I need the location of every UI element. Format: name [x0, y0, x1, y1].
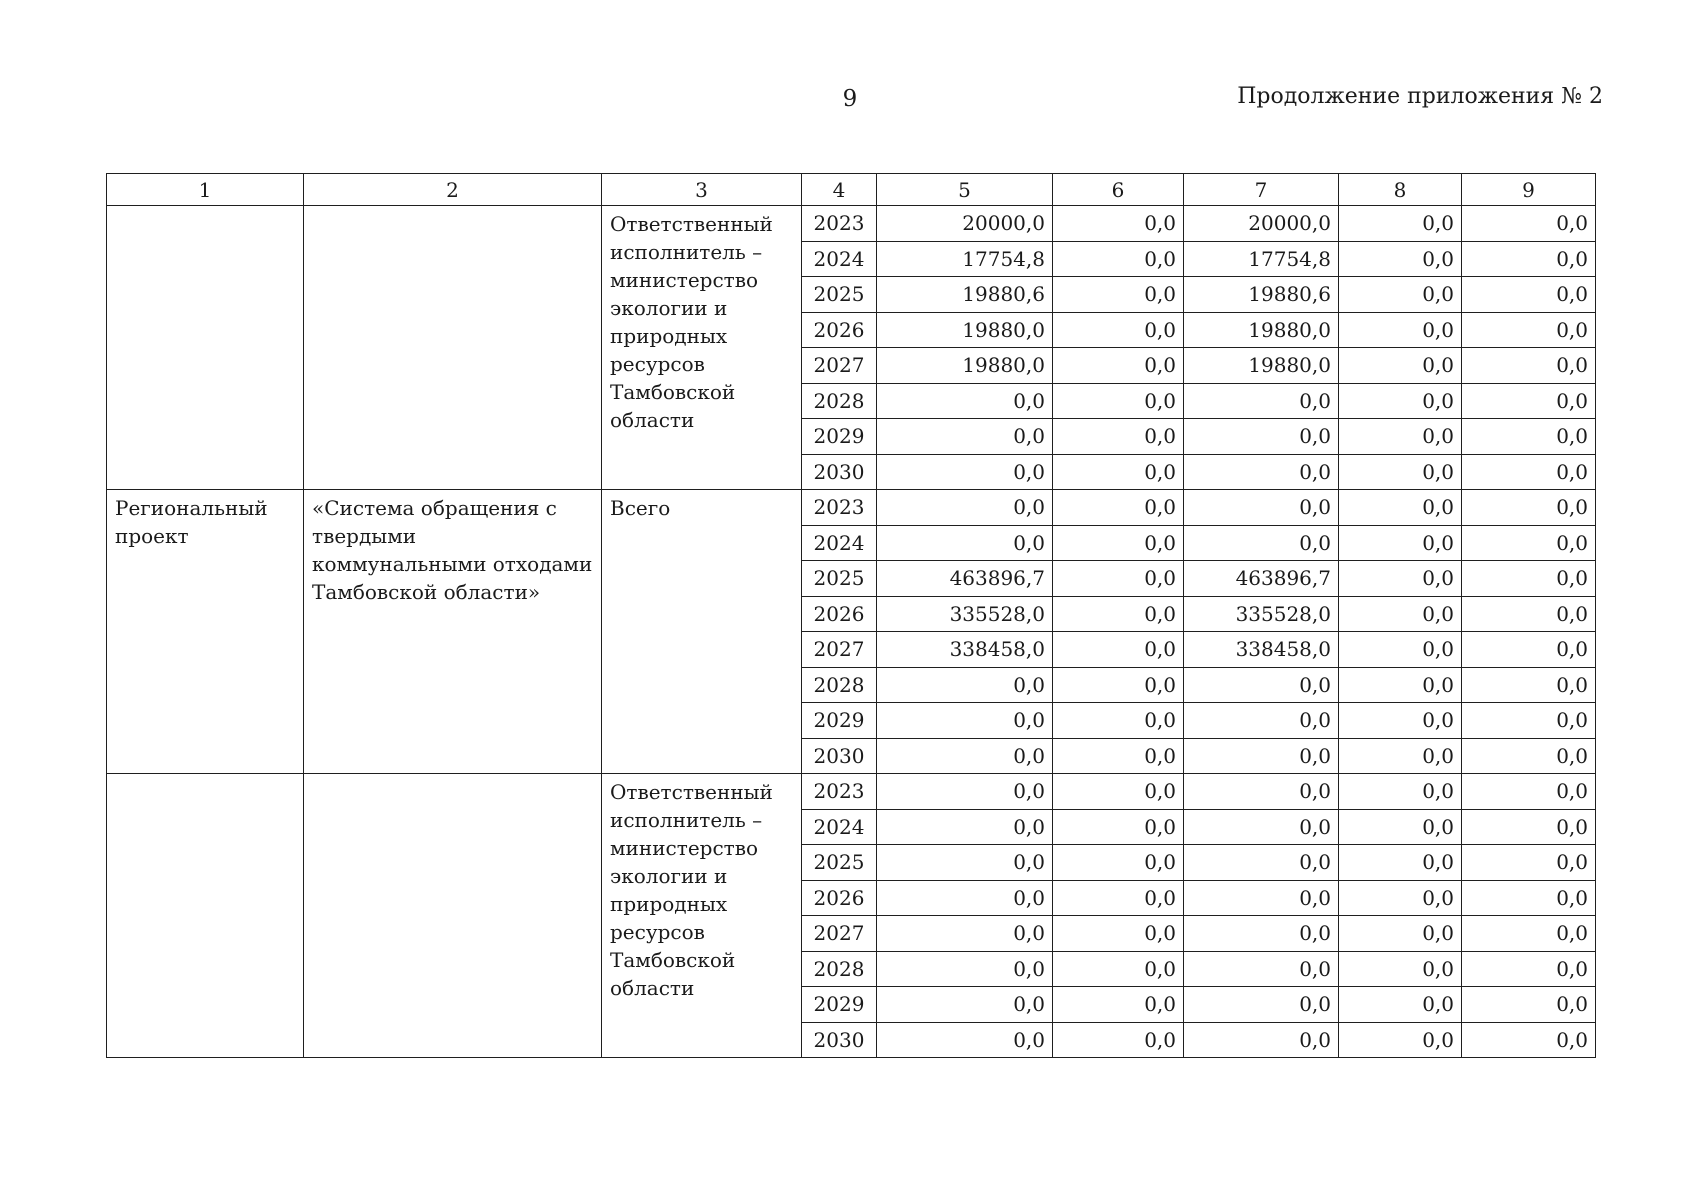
value-cell-col7: 19880,0 [1184, 348, 1339, 384]
table-row [107, 206, 1596, 242]
value-cell-col6: 0,0 [1053, 809, 1184, 845]
value-cell-col8: 0,0 [1339, 774, 1462, 810]
year-cell: 2029 [802, 419, 877, 455]
value-cell-col5: 19880,6 [877, 277, 1053, 313]
value-cell-col5: 0,0 [877, 703, 1053, 739]
value-cell-col7: 17754,8 [1184, 241, 1339, 277]
value-cell-col8: 0,0 [1339, 738, 1462, 774]
value-cell-col9: 0,0 [1462, 596, 1596, 632]
column-header-9: 9 [1462, 174, 1596, 206]
value-cell-col8: 0,0 [1339, 241, 1462, 277]
year-cell: 2024 [802, 241, 877, 277]
value-cell-col6: 0,0 [1053, 383, 1184, 419]
value-cell-col9: 0,0 [1462, 809, 1596, 845]
value-cell-col9: 0,0 [1462, 632, 1596, 668]
year-cell: 2030 [802, 738, 877, 774]
value-cell-col9: 0,0 [1462, 1022, 1596, 1058]
value-cell-col9: 0,0 [1462, 951, 1596, 987]
year-cell: 2024 [802, 525, 877, 561]
year-cell: 2026 [802, 596, 877, 632]
value-cell-col9: 0,0 [1462, 987, 1596, 1023]
value-cell-col8: 0,0 [1339, 277, 1462, 313]
value-cell-col7: 0,0 [1184, 987, 1339, 1023]
value-cell-col8: 0,0 [1339, 632, 1462, 668]
value-cell-col5: 0,0 [877, 490, 1053, 526]
value-cell-col8: 0,0 [1339, 206, 1462, 242]
value-cell-col7: 0,0 [1184, 1022, 1339, 1058]
value-cell-col7: 0,0 [1184, 383, 1339, 419]
value-cell-col5: 0,0 [877, 1022, 1053, 1058]
value-cell-col7: 0,0 [1184, 738, 1339, 774]
value-cell-col8: 0,0 [1339, 987, 1462, 1023]
value-cell-col7: 0,0 [1184, 809, 1339, 845]
value-cell-col5: 0,0 [877, 454, 1053, 490]
column-header-8: 8 [1339, 174, 1462, 206]
value-cell-col6: 0,0 [1053, 880, 1184, 916]
value-cell-col8: 0,0 [1339, 809, 1462, 845]
year-cell: 2028 [802, 667, 877, 703]
column-header-5: 5 [877, 174, 1053, 206]
column-header-4: 4 [802, 174, 877, 206]
project-name-cell: «Система обращения с твердыми коммунальными отходами Тамбовской области» [304, 490, 602, 774]
value-cell-col6: 0,0 [1053, 951, 1184, 987]
project-name-cell [304, 774, 602, 1058]
funding-source-cell: Всего [602, 490, 802, 774]
value-cell-col9: 0,0 [1462, 419, 1596, 455]
value-cell-col6: 0,0 [1053, 312, 1184, 348]
value-cell-col6: 0,0 [1053, 561, 1184, 597]
value-cell-col8: 0,0 [1339, 703, 1462, 739]
value-cell-col5: 0,0 [877, 845, 1053, 881]
value-cell-col9: 0,0 [1462, 845, 1596, 881]
value-cell-col5: 0,0 [877, 667, 1053, 703]
value-cell-col6: 0,0 [1053, 348, 1184, 384]
value-cell-col5: 335528,0 [877, 596, 1053, 632]
year-cell: 2023 [802, 206, 877, 242]
funding-source-cell: Ответственный исполнитель – министерство экологии и природных ресурсов Тамбовской области [602, 774, 802, 1058]
column-header-3: 3 [602, 174, 802, 206]
section-type-cell [107, 206, 304, 490]
year-cell: 2028 [802, 383, 877, 419]
value-cell-col5: 338458,0 [877, 632, 1053, 668]
value-cell-col9: 0,0 [1462, 667, 1596, 703]
value-cell-col8: 0,0 [1339, 348, 1462, 384]
value-cell-col8: 0,0 [1339, 845, 1462, 881]
value-cell-col6: 0,0 [1053, 738, 1184, 774]
value-cell-col9: 0,0 [1462, 561, 1596, 597]
value-cell-col8: 0,0 [1339, 419, 1462, 455]
value-cell-col7: 463896,7 [1184, 561, 1339, 597]
year-cell: 2027 [802, 916, 877, 952]
year-cell: 2030 [802, 454, 877, 490]
value-cell-col9: 0,0 [1462, 703, 1596, 739]
funding-source-cell: Ответственный исполнитель – министерство экологии и природных ресурсов Тамбовской области [602, 206, 802, 490]
value-cell-col8: 0,0 [1339, 383, 1462, 419]
value-cell-col9: 0,0 [1462, 738, 1596, 774]
table-header-row [107, 174, 1596, 206]
value-cell-col6: 0,0 [1053, 206, 1184, 242]
value-cell-col6: 0,0 [1053, 916, 1184, 952]
value-cell-col7: 0,0 [1184, 845, 1339, 881]
year-cell: 2026 [802, 312, 877, 348]
value-cell-col8: 0,0 [1339, 454, 1462, 490]
table-body [107, 206, 1596, 1058]
value-cell-col8: 0,0 [1339, 490, 1462, 526]
value-cell-col9: 0,0 [1462, 454, 1596, 490]
value-cell-col5: 17754,8 [877, 241, 1053, 277]
value-cell-col9: 0,0 [1462, 916, 1596, 952]
value-cell-col7: 19880,0 [1184, 312, 1339, 348]
value-cell-col9: 0,0 [1462, 241, 1596, 277]
year-cell: 2025 [802, 561, 877, 597]
year-cell: 2029 [802, 987, 877, 1023]
value-cell-col6: 0,0 [1053, 454, 1184, 490]
value-cell-col5: 19880,0 [877, 312, 1053, 348]
column-header-1: 1 [107, 174, 304, 206]
value-cell-col6: 0,0 [1053, 774, 1184, 810]
value-cell-col7: 0,0 [1184, 490, 1339, 526]
value-cell-col5: 0,0 [877, 916, 1053, 952]
year-cell: 2028 [802, 951, 877, 987]
value-cell-col9: 0,0 [1462, 880, 1596, 916]
value-cell-col6: 0,0 [1053, 632, 1184, 668]
appendix-continuation-label: Продолжение приложения № 2 [1237, 84, 1603, 109]
value-cell-col5: 19880,0 [877, 348, 1053, 384]
value-cell-col5: 0,0 [877, 987, 1053, 1023]
year-cell: 2024 [802, 809, 877, 845]
value-cell-col7: 19880,6 [1184, 277, 1339, 313]
value-cell-col6: 0,0 [1053, 703, 1184, 739]
year-cell: 2025 [802, 845, 877, 881]
value-cell-col7: 335528,0 [1184, 596, 1339, 632]
value-cell-col7: 0,0 [1184, 525, 1339, 561]
value-cell-col8: 0,0 [1339, 1022, 1462, 1058]
year-cell: 2030 [802, 1022, 877, 1058]
value-cell-col5: 463896,7 [877, 561, 1053, 597]
value-cell-col7: 0,0 [1184, 454, 1339, 490]
value-cell-col8: 0,0 [1339, 561, 1462, 597]
value-cell-col7: 338458,0 [1184, 632, 1339, 668]
section-type-cell: Региональный проект [107, 490, 304, 774]
value-cell-col5: 0,0 [877, 419, 1053, 455]
value-cell-col9: 0,0 [1462, 774, 1596, 810]
page-number: 9 [842, 86, 858, 112]
column-header-7: 7 [1184, 174, 1339, 206]
value-cell-col7: 0,0 [1184, 667, 1339, 703]
value-cell-col9: 0,0 [1462, 525, 1596, 561]
value-cell-col6: 0,0 [1053, 419, 1184, 455]
value-cell-col6: 0,0 [1053, 241, 1184, 277]
value-cell-col6: 0,0 [1053, 490, 1184, 526]
column-header-6: 6 [1053, 174, 1184, 206]
value-cell-col7: 0,0 [1184, 951, 1339, 987]
value-cell-col8: 0,0 [1339, 916, 1462, 952]
value-cell-col5: 0,0 [877, 774, 1053, 810]
value-cell-col7: 0,0 [1184, 703, 1339, 739]
value-cell-col7: 0,0 [1184, 916, 1339, 952]
budget-table [106, 173, 1596, 1058]
table-row [107, 774, 1596, 810]
value-cell-col8: 0,0 [1339, 525, 1462, 561]
value-cell-col5: 20000,0 [877, 206, 1053, 242]
project-name-cell [304, 206, 602, 490]
value-cell-col5: 0,0 [877, 880, 1053, 916]
year-cell: 2027 [802, 632, 877, 668]
value-cell-col5: 0,0 [877, 525, 1053, 561]
year-cell: 2026 [802, 880, 877, 916]
value-cell-col5: 0,0 [877, 951, 1053, 987]
value-cell-col5: 0,0 [877, 738, 1053, 774]
section-type-cell [107, 774, 304, 1058]
value-cell-col8: 0,0 [1339, 667, 1462, 703]
value-cell-col8: 0,0 [1339, 880, 1462, 916]
value-cell-col9: 0,0 [1462, 348, 1596, 384]
year-cell: 2025 [802, 277, 877, 313]
value-cell-col6: 0,0 [1053, 525, 1184, 561]
value-cell-col5: 0,0 [877, 809, 1053, 845]
value-cell-col9: 0,0 [1462, 277, 1596, 313]
value-cell-col7: 0,0 [1184, 774, 1339, 810]
value-cell-col5: 0,0 [877, 383, 1053, 419]
year-cell: 2029 [802, 703, 877, 739]
value-cell-col6: 0,0 [1053, 596, 1184, 632]
value-cell-col7: 20000,0 [1184, 206, 1339, 242]
year-cell: 2027 [802, 348, 877, 384]
value-cell-col6: 0,0 [1053, 277, 1184, 313]
value-cell-col9: 0,0 [1462, 312, 1596, 348]
value-cell-col6: 0,0 [1053, 667, 1184, 703]
value-cell-col8: 0,0 [1339, 312, 1462, 348]
value-cell-col7: 0,0 [1184, 419, 1339, 455]
value-cell-col8: 0,0 [1339, 951, 1462, 987]
value-cell-col7: 0,0 [1184, 880, 1339, 916]
value-cell-col8: 0,0 [1339, 596, 1462, 632]
column-header-2: 2 [304, 174, 602, 206]
value-cell-col6: 0,0 [1053, 1022, 1184, 1058]
value-cell-col9: 0,0 [1462, 490, 1596, 526]
year-cell: 2023 [802, 490, 877, 526]
value-cell-col9: 0,0 [1462, 383, 1596, 419]
table-row [107, 490, 1596, 526]
value-cell-col9: 0,0 [1462, 206, 1596, 242]
value-cell-col6: 0,0 [1053, 845, 1184, 881]
year-cell: 2023 [802, 774, 877, 810]
value-cell-col6: 0,0 [1053, 987, 1184, 1023]
